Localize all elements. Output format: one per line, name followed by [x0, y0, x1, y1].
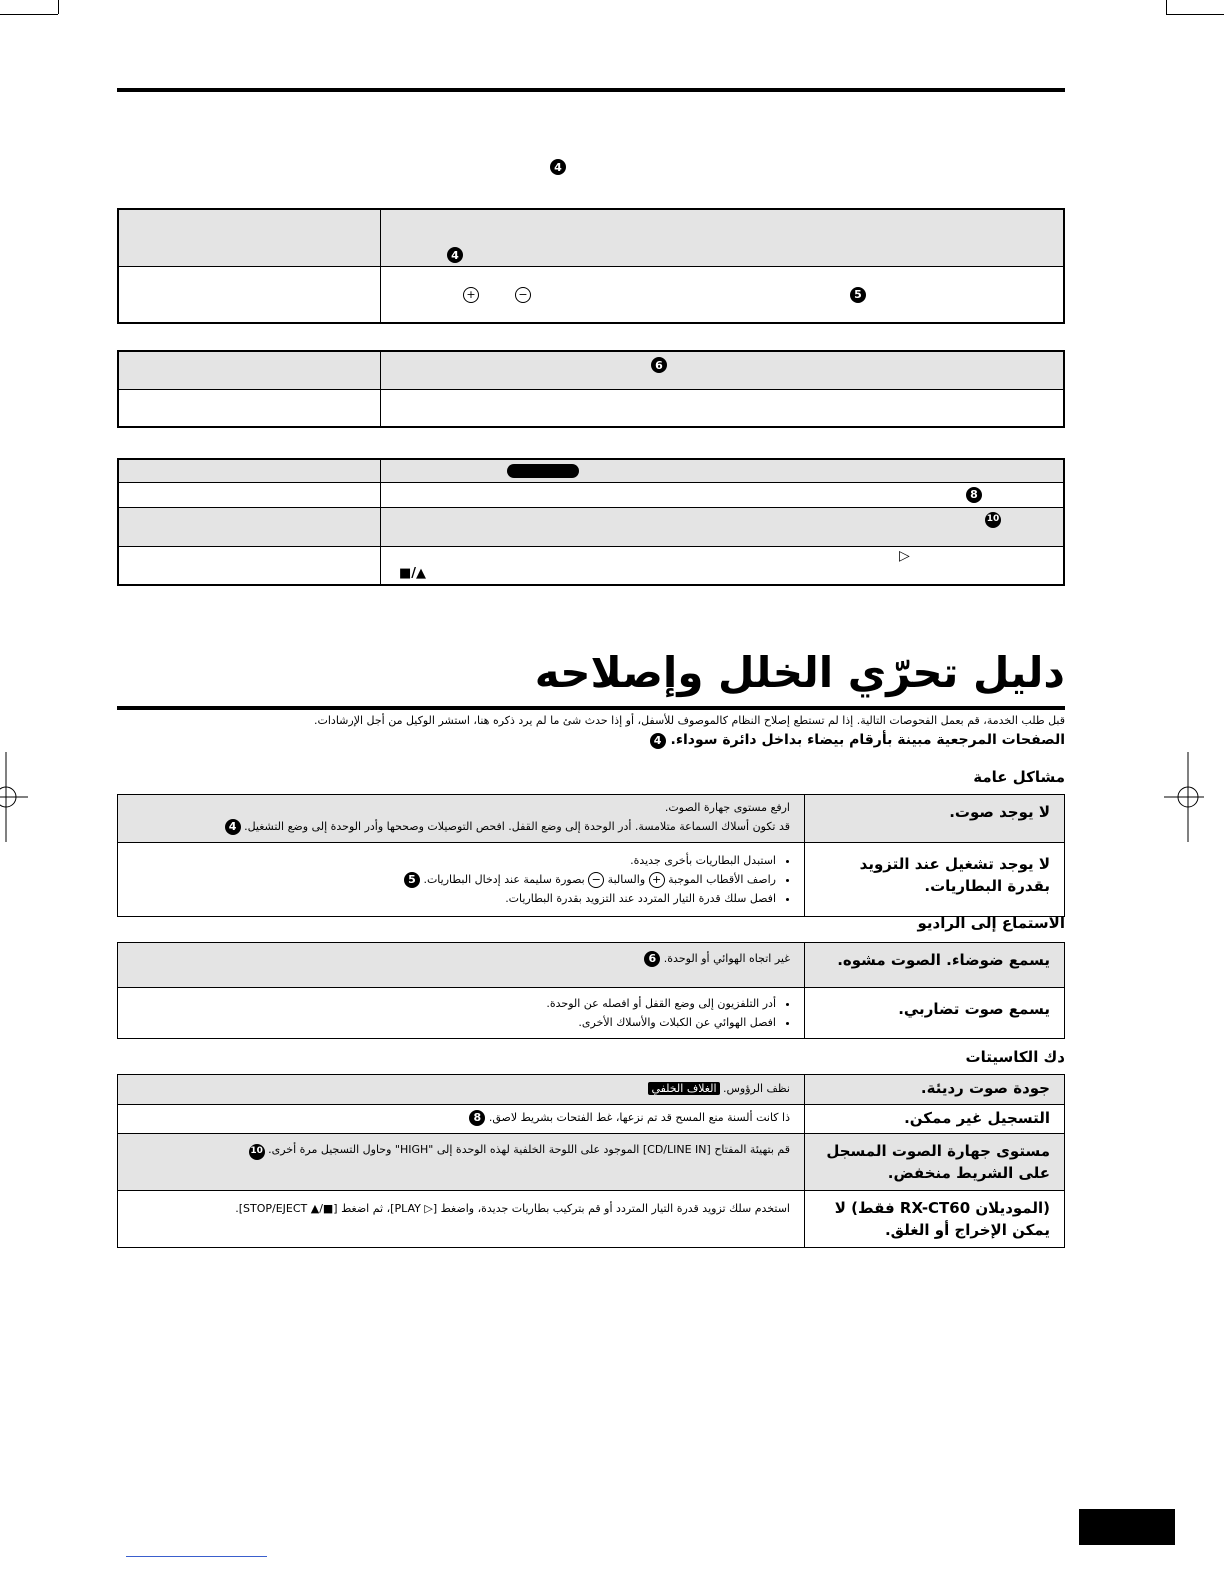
question-recording-impossible: التسجيل غير ممكن.: [805, 1105, 1065, 1134]
answer-text: غير اتجاه الهوائي أو الوحدة.: [663, 952, 790, 965]
question-noise: يسمع ضوضاء. الصوت مشوه.: [805, 943, 1065, 988]
answer-cell: [381, 266, 1065, 323]
cassette-table: [117, 1074, 1065, 1248]
ref-circle-6: 6: [644, 951, 660, 967]
answer-text: قد تكون أسلاك السماعة متلامسة. أدر الوحدة إلى وضع القفل. افحص التوصيلات وصححها وأدر الوحدة إلى وضع التشغيل.: [244, 820, 790, 833]
question-interference: يسمع صوت تضاربي.: [805, 988, 1065, 1039]
stop-eject-icon: ■/▲: [399, 565, 427, 581]
ref-circle-4: 4: [550, 159, 566, 175]
ref-circle-6: 6: [651, 357, 667, 373]
answer-cell: [381, 351, 1065, 389]
ref-circle-10: 10: [249, 1144, 265, 1160]
back-cover-tag: الغلاف الخلفي: [648, 1082, 719, 1095]
ref-circle-4: 4: [650, 733, 666, 749]
general-problems-table: [117, 794, 1065, 917]
question-cell: [118, 351, 381, 389]
question-no-sound: لا يوجد صوت.: [805, 795, 1065, 843]
reference-note-text: الصفحات المرجعية مبينة بأرقام بيضاء بداخل دائرة سوداء.: [670, 732, 1065, 748]
section-heading-general: مشاكل عامة: [973, 768, 1065, 786]
answer-text: قم بتهيئة المفتاح [CD/LINE IN] الموجود على اللوحة الخلفية لهذه الوحدة إلى "HIGH" وحاول التسجيل مرة أخرى.: [268, 1143, 790, 1156]
question-cell: [118, 389, 381, 427]
ref-circle-4: 4: [447, 247, 463, 263]
answer-text: نظف الرؤوس.: [723, 1082, 790, 1095]
question-cell: [118, 459, 381, 482]
back-cover-tag: [507, 464, 579, 478]
answer-line: ارفع مستوى جهارة الصوت.: [664, 801, 790, 814]
answer-cell: [381, 389, 1065, 427]
reference-note: [117, 732, 1065, 749]
list-item: • استبدل البطاريات بأخرى جديدة.: [132, 851, 776, 870]
crop-mark: [0, 14, 58, 15]
answer-no-battery-operation: [118, 843, 805, 917]
question-cell: [118, 482, 381, 507]
plus-icon: +: [649, 872, 665, 888]
answer-list: [132, 994, 790, 1032]
answer-list: [132, 851, 790, 908]
answer-cell: [381, 507, 1065, 546]
answer-text: بصورة سليمة عند إدخال البطاريات.: [423, 873, 585, 886]
section-heading-cassette: دك الكاسيتات: [965, 1048, 1065, 1066]
answer-cell: [381, 459, 1065, 482]
registration-mark-right: [1164, 752, 1204, 842]
list-item: • افصل سلك قدرة التيار المتردد عند التزويد بقدرة البطاريات.: [132, 889, 776, 908]
play-icon: ▷: [899, 547, 910, 564]
page-number-box: [1079, 1509, 1175, 1545]
answer-text: والسالبة: [607, 873, 646, 886]
ref-circle-4: 4: [225, 819, 241, 835]
answer-no-sound: [118, 795, 805, 843]
question-eject-close: (الموديلان RX-CT60 فقط) لا يمكن الإخراج أو الغلق.: [805, 1191, 1065, 1248]
radio-table: [117, 942, 1065, 1039]
question-cell: [118, 546, 381, 585]
crop-mark: [58, 0, 59, 14]
title-rule: [117, 706, 1065, 710]
ref-circle-8: 8: [469, 1110, 485, 1126]
ref-circle-5: 5: [850, 287, 866, 303]
cassette-table-en: [117, 458, 1065, 586]
answer-cell: [381, 209, 1065, 266]
ref-circle-10: 10: [985, 512, 1001, 528]
ref-circle-8: 8: [966, 487, 982, 503]
ref-circle-5: 5: [404, 872, 420, 888]
answer-recording-impossible: [118, 1105, 805, 1134]
crop-mark: [1166, 14, 1224, 15]
question-cell: [118, 209, 381, 266]
question-low-recording-level: مستوى جهارة الصوت المسجل على الشريط منخفض.: [805, 1134, 1065, 1191]
list-item: • افصل الهوائي عن الكبلات والأسلاك الأخرى.: [132, 1013, 776, 1032]
registration-mark-left: [0, 752, 30, 842]
intro-text: قبل طلب الخدمة، قم بعمل الفحوصات التالية. إذا لم تستطع إصلاح النظام كالموصوف للأسفل، أو إذا حدث شئ ما لم يرد ذكره هنا، استشر الوكيل من أجل الإرشادات.: [314, 714, 1065, 727]
answer-cell: [381, 546, 1065, 585]
section-heading-radio: الاستماع إلى الراديو: [917, 914, 1065, 932]
answer-text: ذا كانت ألسنة منع المسح قد تم نزعها، غط الفتحات بشريط لاصق.: [488, 1111, 790, 1124]
radio-table-en: [117, 350, 1065, 428]
answer-line: [132, 817, 790, 836]
answer-eject-close: استخدم سلك تزويد قدرة التيار المتردد أو قم بتركيب بطاريات جديدة، واضغط [▷ PLAY]، ثم اضغط [■/▲ STOP/EJECT].: [118, 1191, 805, 1248]
answer-text: راصف الأقطاب الموجبة: [668, 873, 776, 886]
footer-underline: [126, 1556, 267, 1557]
list-item: • أدر التلفزيون إلى وضع القفل أو افصله عن الوحدة.: [132, 994, 776, 1013]
answer-noise: [118, 943, 805, 988]
minus-icon: −: [515, 287, 531, 303]
list-item: [132, 870, 776, 889]
question-cell: [118, 507, 381, 546]
top-rule: [117, 88, 1065, 92]
page-title: دليل تحرّي الخلل وإصلاحه: [534, 648, 1065, 697]
question-no-battery-operation: لا يوجد تشغيل عند التزويد بقدرة البطاريات.: [805, 843, 1065, 917]
question-cell: [118, 266, 381, 323]
plus-icon: +: [463, 287, 479, 303]
answer-poor-sound: [118, 1075, 805, 1105]
minus-icon: −: [588, 872, 604, 888]
crop-mark: [1166, 0, 1167, 14]
answer-low-recording-level: [118, 1134, 805, 1191]
answer-interference: [118, 988, 805, 1039]
general-problems-table-en: [117, 208, 1065, 324]
question-poor-sound: جودة صوت رديئة.: [805, 1075, 1065, 1105]
answer-cell: [381, 482, 1065, 507]
